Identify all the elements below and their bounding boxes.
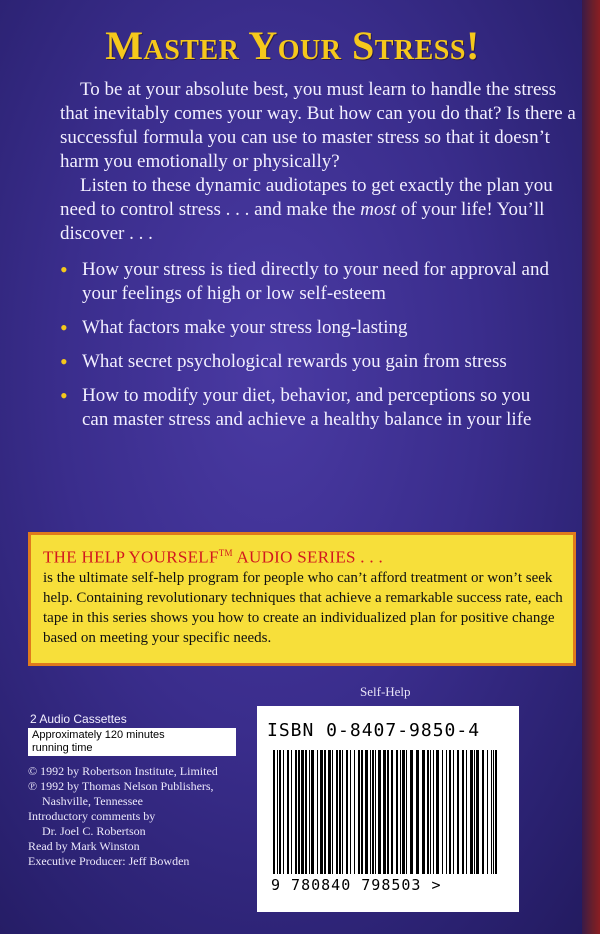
- book-spine-edge: [582, 0, 600, 934]
- barcode-icon: [269, 750, 505, 874]
- intro-comments-name: Dr. Joel C. Robertson: [42, 824, 146, 838]
- runtime-box: [28, 728, 236, 756]
- bullet-icon: •: [60, 257, 68, 282]
- intro-paragraph-1: To be at your absolute best, you must learn to handle the stress that inevitably comes your way. But how can you do that? Is there a successful formula you can use to master stress so that it doesn’t harm you emotionally or physically?: [60, 79, 576, 172]
- isbn-barcode-box: [257, 706, 519, 912]
- credits: [28, 764, 218, 869]
- category-label: Self-Help: [360, 684, 411, 699]
- cassette-count: 2 Audio Cassettes: [30, 712, 127, 726]
- intro-comments-label: Introductory comments by: [28, 809, 156, 823]
- copyright-2: ℗ 1992 by Thomas Nelson Publishers,: [28, 779, 214, 793]
- list-item: • How to modify your diet, behavior, and perceptions so you can master stress and achieve a healthy balance in your life: [60, 383, 532, 430]
- runtime-line-1: Approximately 120 minutes: [32, 729, 165, 741]
- bullet-list: [60, 258, 560, 442]
- series-info-box: [28, 532, 576, 666]
- bullet-icon: •: [60, 383, 68, 408]
- runtime-line-2: running time: [32, 742, 93, 754]
- copyright-2-location: Nashville, Tennessee: [42, 794, 143, 808]
- list-item: • What factors make your stress long-lasting: [60, 315, 408, 340]
- series-heading: THE HELP YOURSELF™ AUDIO SERIES . . .: [43, 547, 384, 567]
- list-item: • What secret psychological rewards you gain from stress: [60, 349, 507, 374]
- read-by: Read by Mark Winston: [28, 839, 140, 853]
- copyright-1: © 1992 by Robertson Institute, Limited: [28, 764, 218, 778]
- bullet-icon: •: [60, 349, 68, 374]
- isbn-number: ISBN 0-8407-9850-4: [267, 720, 481, 741]
- intro-text: [60, 78, 580, 246]
- barcode-number: 9 780840 798503 >: [271, 876, 442, 894]
- page-title: Master Your Stress!: [105, 23, 480, 68]
- series-description: is the ultimate self-help program for people who can’t afford treatment or won’t seek help. Containing revolutionary techniques that achieve a remarkable success rate, each tape in this series shows you how to create an individualized plan for positive change based on meeting your specific needs.: [43, 569, 563, 646]
- list-item: • How your stress is tied directly to your need for approval and your feelings of high or low self-esteem: [60, 257, 549, 304]
- executive-producer: Executive Producer: Jeff Bowden: [28, 854, 190, 868]
- bullet-icon: •: [60, 315, 68, 340]
- intro-paragraph-2: Listen to these dynamic audiotapes to get exactly the plan you need to control stress . . . and make the most of your life! You’ll discover . . .: [60, 175, 553, 244]
